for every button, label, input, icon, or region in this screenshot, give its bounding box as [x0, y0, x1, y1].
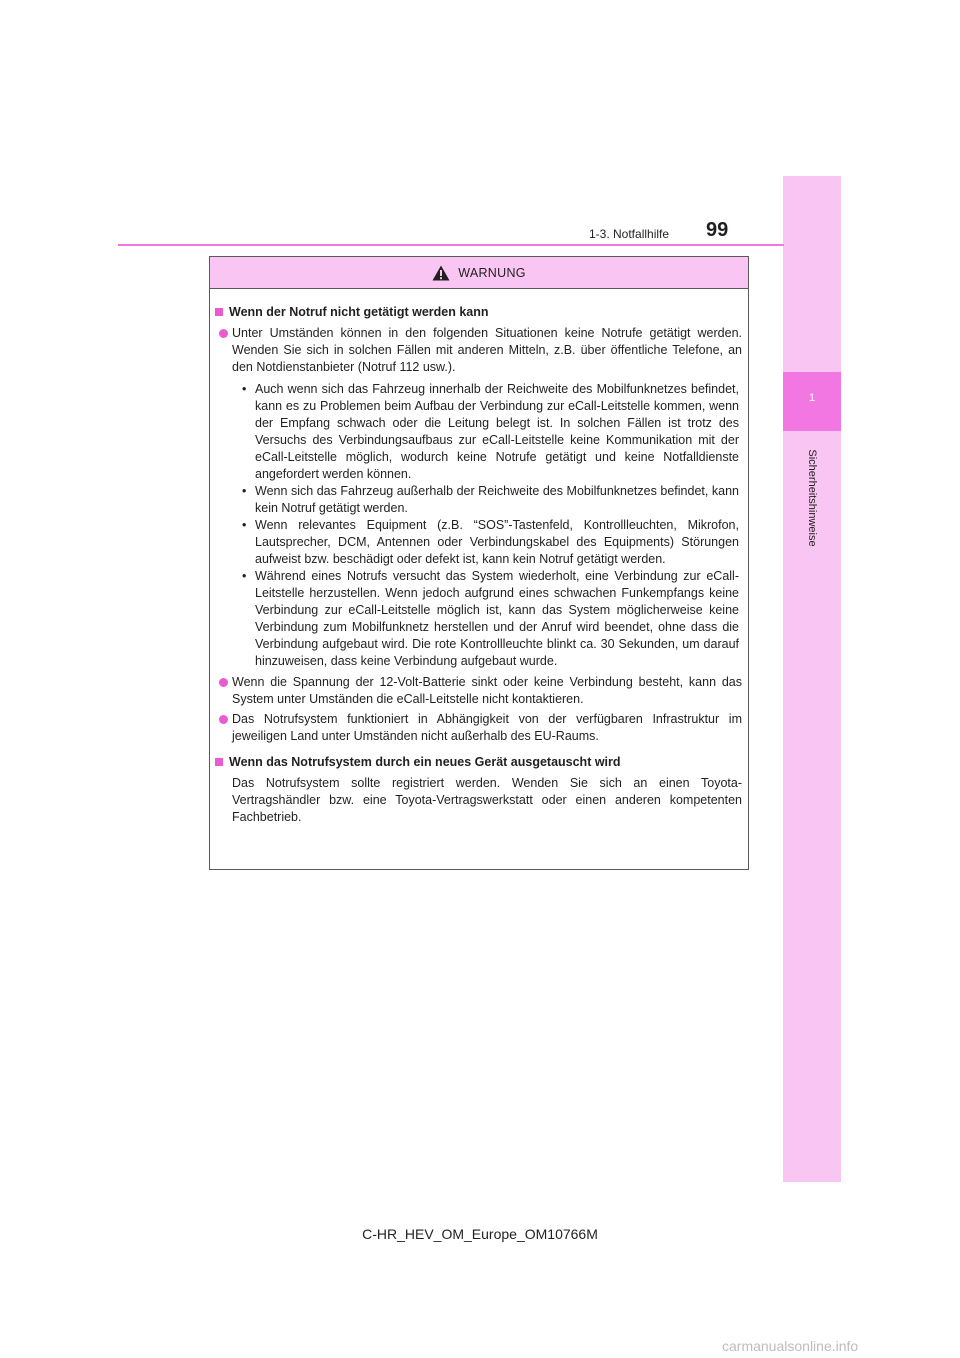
heading-notruf-nicht-moeglich: [215, 304, 742, 321]
warning-title: WARNUNG: [458, 265, 526, 280]
watermark: carmanualsonline.info: [722, 1338, 859, 1354]
dot-marker-icon: •: [242, 382, 247, 396]
bullet-item: [215, 325, 742, 376]
sub-list-item: [242, 381, 739, 483]
footer-doc-id: C-HR_HEV_OM_Europe_OM10766M: [362, 1226, 598, 1242]
square-bullet-icon: [215, 758, 223, 766]
square-bullet-icon: [215, 308, 223, 316]
sub-list-item: [242, 568, 739, 670]
circle-bullet-icon: [219, 678, 228, 687]
sub-list: [242, 381, 739, 670]
sub-item-text: Wenn sich das Fahrzeug außerhalb der Reichweite des Mobilfunknetzes befindet, kann kein Notruf getätigt werden.: [255, 484, 739, 515]
section-title: 1-3. Notfallhilfe: [589, 227, 670, 241]
chapter-label-text: Sicherheitshinweise: [806, 449, 818, 547]
heading-text: Wenn das Notrufsystem durch ein neues Gerät ausgetauscht wird: [229, 755, 621, 769]
chapter-number: 1: [808, 392, 816, 404]
warning-body: [210, 289, 748, 826]
dot-marker-icon: •: [242, 484, 247, 498]
warning-triangle-icon: [432, 265, 450, 281]
bullet-item: [215, 674, 742, 708]
bullet-text: Unter Umständen können in den folgenden Situationen keine Notrufe getätigt werden. Wenden Sie sich in solchen Fällen mit anderen Mitteln, z.B. über öffentliche Telefone, an den Notdienstanbieter (Notruf 112 usw.).: [232, 326, 742, 374]
warning-header: [210, 257, 748, 289]
sub-item-text: Auch wenn sich das Fahrzeug innerhalb der Reichweite des Mobilfunknetzes befindet, kann es zu Problemen beim Aufbau der Verbindung zur eCall-Leitstelle kommen, wenn der Empfang schwach oder die Leitung belegt ist. In solchen Fällen ist trotz des Versuchs des Verbindungsaufbaus zur eCall-Leitstelle keine Kommunikation mit der eCall-Leitstelle möglich, wodurch keine Notrufe getätigt und keine Notfalldienste angefordert werden können.: [255, 382, 739, 481]
chapter-tab: [783, 372, 841, 431]
circle-bullet-icon: [219, 715, 228, 724]
bullet-item: [215, 711, 742, 745]
page-number: 99: [706, 219, 729, 241]
sub-item-text: Wenn relevantes Equipment (z.B. “SOS”-Tastenfeld, Kontrollleuchten, Mikrofon, Lautsprecher, DCM, Antennen oder Verbindungskabel des Equipments) Störungen aufweist bzw. beschädigt oder defekt ist, kann kein Notruf getätigt werden.: [255, 518, 739, 566]
sub-item-text: Während eines Notrufs versucht das System wiederholt, eine Verbindung zur eCall-Leitstelle herzustellen. Wenn jedoch aufgrund eines schwachen Funkempfangs keine Verbindung zur eCall-Leitstelle möglich ist, kann das System möglicherweise keine Verbindung zum Mobilfunknetz herstellen und der Anruf wird beendet, ohne dass die Verbindung aufgebaut wird. Die rote Kontrollleuchte blinkt ca. 30 Sekunden, um darauf hinzuweisen, dass keine Verbindung aufgebaut wurde.: [255, 569, 739, 668]
bullet-text: Wenn die Spannung der 12-Volt-Batterie sinkt oder keine Verbindung besteht, kann das System unter Umständen die eCall-Leitstelle nicht kontaktieren.: [232, 675, 742, 706]
sub-list-item: [242, 483, 739, 517]
dot-marker-icon: •: [242, 569, 247, 583]
warning-box: [209, 256, 749, 870]
bullet-text: Das Notrufsystem funktioniert in Abhängigkeit von der verfügbaren Infrastruktur im jeweiligen Land unter Umständen nicht außerhalb des EU-Raums.: [232, 712, 742, 743]
heading-geraet-ausgetauscht: [215, 754, 742, 771]
circle-bullet-icon: [219, 329, 228, 338]
side-thumb-strip: [783, 176, 841, 1182]
paragraph: Das Notrufsystem sollte registriert werden. Wenden Sie sich an einen Toyota-Vertragshändler bzw. eine Toyota-Vertragswerkstatt oder einen anderen kompetenten Fachbetrieb.: [232, 776, 742, 824]
sub-list-item: [242, 517, 739, 568]
heading-text: Wenn der Notruf nicht getätigt werden kann: [229, 305, 489, 319]
dot-marker-icon: •: [242, 518, 247, 532]
header-rule: [118, 244, 784, 246]
